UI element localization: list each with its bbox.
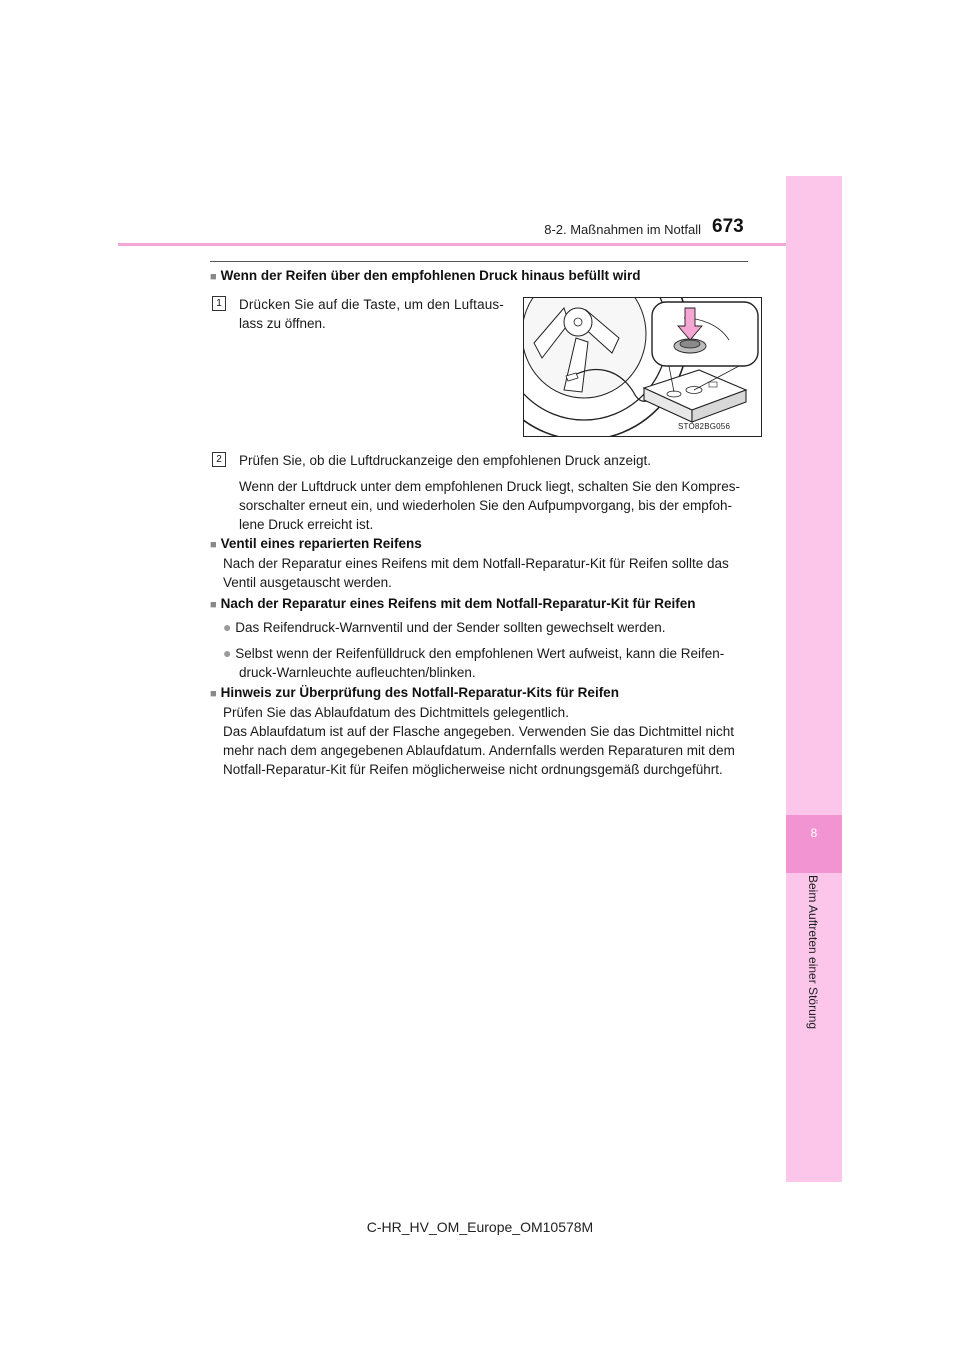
inspection-text: Prüfen Sie das Ablaufdatum des Dichtmittels gelegentlich. Das Ablaufdatum ist auf der Flasche angegeben. Verwenden Sie das Dichtmittel nicht mehr nach dem angegebenen Ablaufdatum. Andernfalls werden Reparaturen mit dem Notfall-Reparatur-Kit für Reifen möglicherweise nicht ordnungsgemäß durchgeführt. — [223, 705, 735, 777]
heading-inspection: ■ Hinweis zur Überprüfung des Notfall-Reparatur-Kits für Reifen — [210, 685, 619, 700]
chapter-number-box — [786, 815, 842, 873]
square-bullet-icon: ■ — [210, 539, 217, 551]
figure-code: STO82BG056 — [678, 422, 731, 431]
list-item-continuation: druck-Warnleuchte aufleuchten/blinken. — [239, 665, 476, 680]
chapter-title: Beim Auftreten einer Störung — [806, 875, 820, 1030]
heading-valve: ■ Ventil eines reparierten Reifens — [210, 536, 422, 551]
list-item: ● Selbst wenn der Reifenfülldruck den empfohlenen Wert aufweist, kann die Reifen- — [223, 645, 725, 661]
circle-bullet-icon: ● — [223, 645, 232, 661]
step-2-text: Prüfen Sie, ob die Luftdruckanzeige den empfohlenen Druck anzeigt. — [239, 453, 652, 468]
figure-compressor-release-valve — [523, 297, 762, 437]
section-rule — [210, 261, 748, 262]
list-item: ● Das Reifendruck-Warnventil und der Sender sollten gewechselt werden. — [223, 619, 666, 635]
chapter-number: 8 — [810, 826, 818, 840]
square-bullet-icon: ■ — [210, 599, 217, 611]
header-divider — [118, 243, 786, 246]
heading-after-repair: ■ Nach der Reparatur eines Reifens mit dem Notfall-Reparatur-Kit für Reifen — [210, 596, 696, 611]
step-2-marker: 2 — [212, 452, 226, 467]
heading-overinflated: ■ Wenn der Reifen über den empfohlenen Druck hinaus befüllt wird — [210, 268, 641, 283]
header-section-title: 8-2. Maßnahmen im Notfall — [544, 222, 701, 237]
square-bullet-icon: ■ — [210, 688, 217, 700]
footer-doc-id: C-HR_HV_OM_Europe_OM10578M — [366, 1219, 594, 1235]
square-bullet-icon: ■ — [210, 271, 217, 283]
page-number: 673 — [712, 216, 744, 237]
step-2-note: Wenn der Luftdruck unter dem empfohlenen Druck liegt, schalten Sie den Kompres- sorschalter erneut ein, und wiederholen Sie den Aufpumpvorgang, bis der empfoh- lene Druck erreicht ist. — [239, 479, 741, 532]
valve-text: Nach der Reparatur eines Reifens mit dem Notfall-Reparatur-Kit für Reifen sollte das Ventil ausgetauscht werden. — [223, 556, 729, 590]
step-1-marker: 1 — [212, 296, 226, 311]
step-1-text: Drücken Sie auf die Taste, um den Luftaus- lass zu öffnen. — [239, 297, 504, 331]
circle-bullet-icon: ● — [223, 619, 232, 635]
tire-compressor-illustration — [524, 298, 761, 436]
